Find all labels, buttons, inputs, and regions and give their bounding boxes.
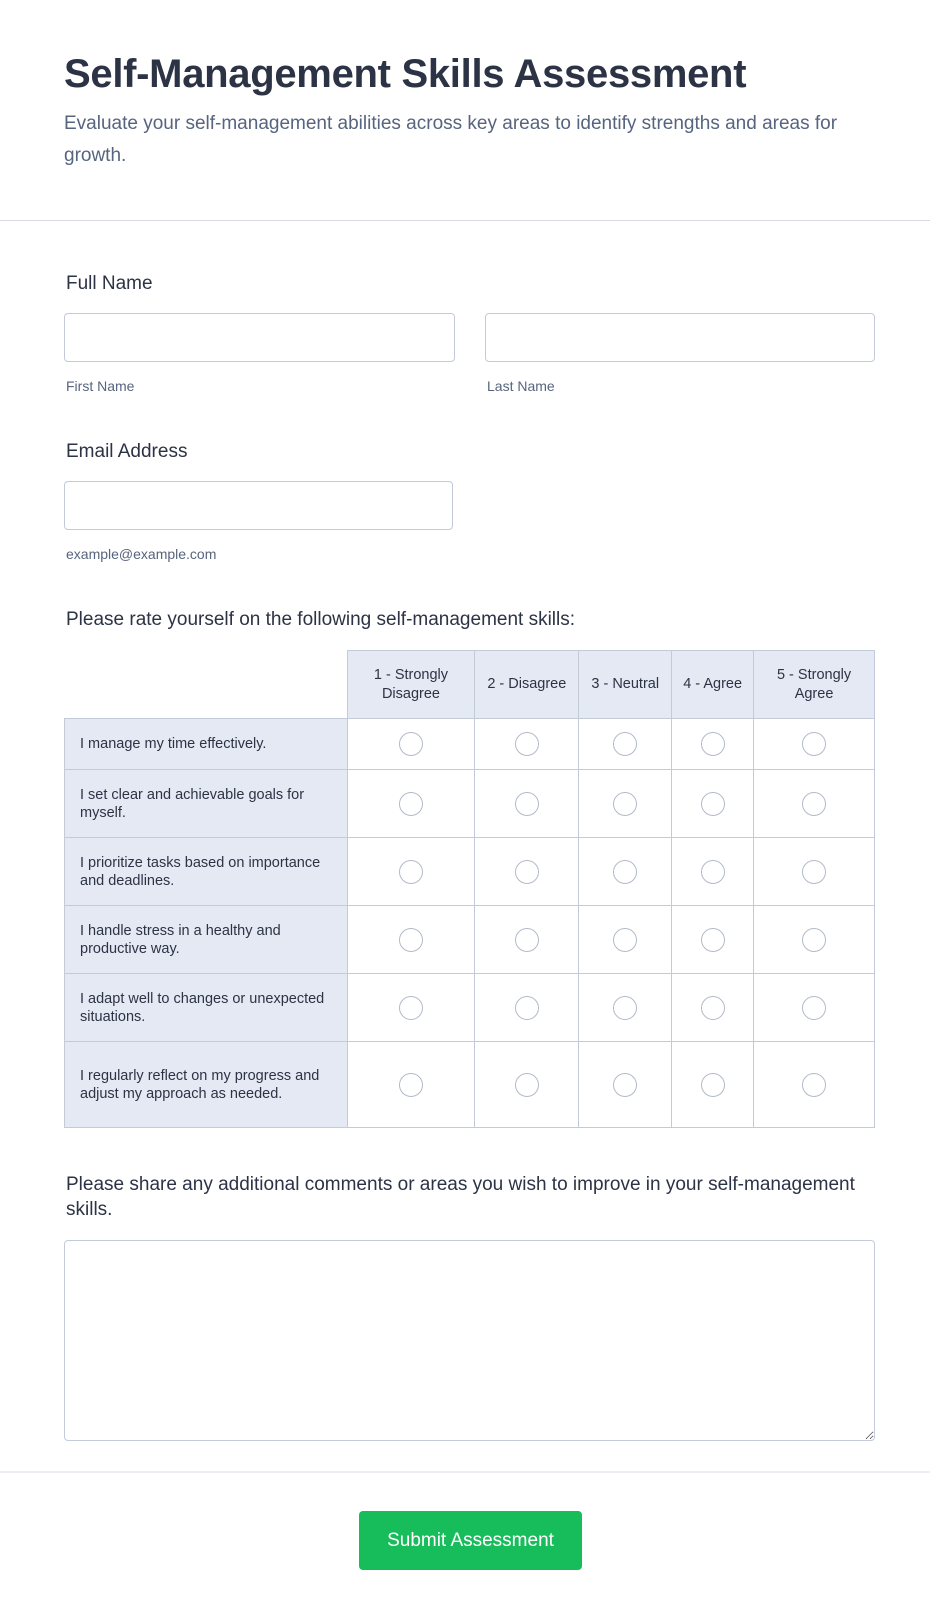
matrix-column-header: 3 - Neutral [579, 651, 672, 719]
first-name-sublabel: First Name [66, 378, 135, 394]
matrix-cell [754, 1042, 875, 1128]
form-footer [0, 1471, 930, 1618]
last-name-input[interactable] [485, 313, 875, 362]
matrix-cell [672, 838, 754, 906]
matrix-cell [754, 770, 875, 838]
matrix-cell [347, 1042, 475, 1128]
rating-radio-4[interactable] [701, 996, 725, 1020]
rating-radio-2[interactable] [515, 928, 539, 952]
rating-radio-2[interactable] [515, 996, 539, 1020]
matrix-column-header: 1 - Strongly Disagree [347, 651, 475, 719]
matrix-cell [579, 1042, 672, 1128]
matrix-column-header: 2 - Disagree [475, 651, 579, 719]
matrix-row [65, 974, 875, 1042]
matrix-cell [475, 838, 579, 906]
matrix-cell [347, 719, 475, 770]
matrix-cell [475, 770, 579, 838]
matrix-cell [754, 838, 875, 906]
comments-label: Please share any additional comments or areas you wish to improve in your self-management skills. [66, 1174, 855, 1220]
page-subtitle: Evaluate your self-management abilities across key areas to identify strengths and areas for growth. [64, 113, 838, 166]
matrix-row-label: I manage my time effectively. [65, 719, 348, 770]
matrix-cell [347, 838, 475, 906]
matrix-cell [672, 1042, 754, 1128]
rating-radio-1[interactable] [399, 792, 423, 816]
matrix-row-label: I prioritize tasks based on importance and deadlines. [65, 838, 348, 906]
full-name-label: Full Name [66, 273, 153, 294]
matrix-cell [475, 1042, 579, 1128]
rating-radio-1[interactable] [399, 928, 423, 952]
rating-radio-5[interactable] [802, 928, 826, 952]
matrix-cell [579, 974, 672, 1042]
form-header [0, 0, 930, 221]
email-input[interactable] [64, 481, 453, 530]
rating-radio-1[interactable] [399, 1073, 423, 1097]
matrix-row-label: I handle stress in a healthy and productive way. [65, 906, 348, 974]
rating-radio-4[interactable] [701, 792, 725, 816]
rating-radio-2[interactable] [515, 792, 539, 816]
email-label: Email Address [66, 441, 188, 462]
matrix-cell [579, 770, 672, 838]
matrix-cell [672, 906, 754, 974]
rating-radio-3[interactable] [613, 996, 637, 1020]
rating-radio-5[interactable] [802, 996, 826, 1020]
last-name-sublabel: Last Name [487, 378, 555, 394]
matrix-row-label: I adapt well to changes or unexpected situations. [65, 974, 348, 1042]
rating-radio-4[interactable] [701, 732, 725, 756]
matrix-cell [475, 719, 579, 770]
rating-radio-5[interactable] [802, 792, 826, 816]
matrix-cell [347, 770, 475, 838]
email-sublabel: example@example.com [66, 546, 217, 562]
rating-matrix [64, 650, 875, 1128]
matrix-row [65, 719, 875, 770]
matrix-row [65, 770, 875, 838]
rating-radio-1[interactable] [399, 732, 423, 756]
first-name-input[interactable] [64, 313, 455, 362]
matrix-row [65, 838, 875, 906]
matrix-column-header: 5 - Strongly Agree [754, 651, 875, 719]
page-title: Self-Management Skills Assessment [64, 52, 747, 96]
rating-radio-5[interactable] [802, 732, 826, 756]
matrix-cell [475, 974, 579, 1042]
matrix-cell [672, 719, 754, 770]
matrix-cell [347, 974, 475, 1042]
matrix-row [65, 906, 875, 974]
matrix-cell [579, 906, 672, 974]
matrix-cell [579, 719, 672, 770]
rating-radio-4[interactable] [701, 928, 725, 952]
rating-radio-3[interactable] [613, 792, 637, 816]
matrix-row-label: I set clear and achievable goals for myself. [65, 770, 348, 838]
matrix-cell [475, 906, 579, 974]
rating-radio-1[interactable] [399, 996, 423, 1020]
matrix-cell [579, 838, 672, 906]
matrix-cell [672, 770, 754, 838]
matrix-cell [672, 974, 754, 1042]
rating-radio-2[interactable] [515, 860, 539, 884]
rating-radio-3[interactable] [613, 732, 637, 756]
rating-radio-2[interactable] [515, 1073, 539, 1097]
rating-radio-5[interactable] [802, 860, 826, 884]
rating-question: Please rate yourself on the following self-management skills: [66, 609, 576, 630]
matrix-corner [65, 651, 348, 719]
matrix-cell [347, 906, 475, 974]
matrix-cell [754, 974, 875, 1042]
rating-radio-3[interactable] [613, 860, 637, 884]
matrix-row-label: I regularly reflect on my progress and adjust my approach as needed. [65, 1042, 348, 1128]
rating-radio-2[interactable] [515, 732, 539, 756]
rating-radio-4[interactable] [701, 1073, 725, 1097]
rating-radio-3[interactable] [613, 928, 637, 952]
matrix-cell [754, 906, 875, 974]
submit-button[interactable]: Submit Assessment [359, 1511, 582, 1570]
matrix-column-header: 4 - Agree [672, 651, 754, 719]
comments-textarea[interactable] [64, 1240, 875, 1441]
rating-radio-5[interactable] [802, 1073, 826, 1097]
rating-radio-1[interactable] [399, 860, 423, 884]
matrix-cell [754, 719, 875, 770]
rating-radio-4[interactable] [701, 860, 725, 884]
matrix-row [65, 1042, 875, 1128]
rating-radio-3[interactable] [613, 1073, 637, 1097]
